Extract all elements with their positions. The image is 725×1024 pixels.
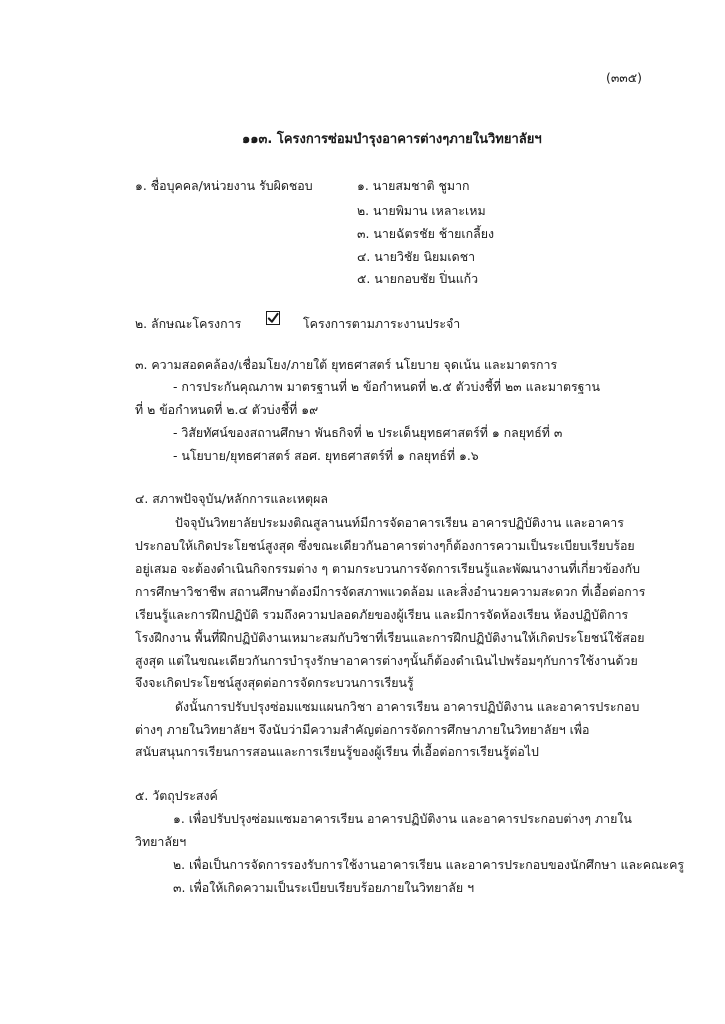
- person-item: ๕. นายกอบชัย ปิ่นแก้ว: [357, 271, 479, 286]
- objective-item: ๒. เพื่อเป็นการจัดการรองรับการใช้งานอาคารเรียน และอาคารประกอบของนักศึกษา และคณะครู: [173, 857, 685, 872]
- section5-heading: ๕. วัตถุประสงค์: [135, 788, 218, 803]
- page-number: (๓๓๕): [606, 70, 642, 85]
- person-item: ๓. นายฉัตรชัย ช้ายเกลี้ยง: [357, 226, 495, 241]
- alignment-item-quality: - การประกันคุณภาพ มาตรฐานที่ ๒ ข้อกำหนดที่ ๒.๕ ตัวบ่งชี้ที่ ๒๓ และมาตรฐาน: [173, 379, 600, 394]
- paragraph-line: การศึกษาวิชาชีพ สถานศึกษาต้องมีการจัดสภาพแวดล้อม และสิ่งอำนวยความสะดวก ที่เอื้อต่อการ: [135, 584, 646, 599]
- paragraph-line: ดังนั้นการปรับปรุงซ่อมแซมแผนกวิชา อาคารเรียน อาคารปฏิบัติงาน และอาคารประกอบ: [175, 699, 640, 714]
- checkbox-checked-icon: [266, 311, 280, 325]
- objective-item: ๑. เพื่อปรับปรุงซ่อมแซมอาคารเรียน อาคารปฏิบัติงาน และอาคารประกอบต่างๆ ภายใน: [173, 811, 632, 826]
- section3-heading: ๓. ความสอดคล้อง/เชื่อมโยง/ภายใต้ ยุทธศาสตร์ นโยบาย จุดเน้น และมาตรการ: [135, 357, 558, 372]
- section2-label: ๒. ลักษณะโครงการ: [135, 316, 242, 331]
- paragraph-line: สูงสุด แต่ในขณะเดียวกันการบำรุงรักษาอาคารต่างๆนั้นก็ต้องดำเนินไปพร้อมๆกับการใช้งานด้วย: [135, 653, 638, 668]
- person-item: ๔. นายวิชัย นิยมเดชา: [357, 249, 476, 264]
- person-item: ๒. นายพิมาน เหลาะเหม: [357, 203, 486, 218]
- project-type-option: โครงการตามภาระงานประจำ: [303, 316, 461, 331]
- objective-item-cont: วิทยาลัยฯ: [135, 834, 187, 849]
- section1-label: ๑. ชื่อบุคคล/หน่วยงาน รับผิดชอบ: [135, 178, 313, 193]
- paragraph-line: ประกอบให้เกิดประโยชน์สูงสุด ซึ่งขณะเดียวกันอาคารต่างๆก็ต้องการความเป็นระเบียบเรียบร้อย: [135, 538, 635, 553]
- paragraph-line: ต่างๆ ภายในวิทยาลัยฯ จึงนับว่ามีความสำคัญต่อการจัดการศึกษาภายในวิทยาลัยฯ เพื่อ: [135, 722, 590, 737]
- person-item: ๑. นายสมชาติ ชูมาก: [357, 178, 470, 193]
- alignment-item-vision: - วิสัยทัศน์ของสถานศึกษา พันธกิจที่ ๒ ประเด็นยุทธศาสตร์ที่ ๑ กลยุทธ์ที่ ๓: [173, 425, 563, 440]
- paragraph-line: จึงจะเกิดประโยชน์สูงสุดต่อการจัดกระบวนการเรียนรู้: [135, 675, 414, 690]
- section4-heading: ๔. สภาพปัจจุบัน/หลักการและเหตุผล: [135, 491, 328, 506]
- objective-item: ๓. เพื่อให้เกิดความเป็นระเบียบเรียบร้อยภายในวิทยาลัย ฯ: [173, 880, 475, 895]
- paragraph-line: อยู่เสมอ จะต้องดำเนินกิจกรรมต่าง ๆ ตามกระบวนการจัดการเรียนรู้และพัฒนางานที่เกี่ยวข้องกับ: [135, 561, 641, 576]
- alignment-item-quality-cont: ที่ ๒ ข้อกำหนดที่ ๒.๔ ตัวบ่งชี้ที่ ๑๙: [135, 402, 319, 417]
- project-title: ๑๑๓. โครงการซ่อมบำรุงอาคารต่างๆภายในวิทยาลัยฯ: [242, 132, 542, 147]
- paragraph-line: ปัจจุบันวิทยาลัยประมงติณสูลานนท์มีการจัดอาคารเรียน อาคารปฏิบัติงาน และอาคาร: [175, 515, 624, 530]
- paragraph-line: โรงฝึกงาน พื้นที่ฝึกปฏิบัติงานเหมาะสมกับวิชาที่เรียนและการฝึกปฏิบัติงานให้เกิดประโยชน์ใช้สอย: [135, 630, 645, 645]
- paragraph-line: เรียนรู้และการฝึกปฏิบัติ รวมถึงความปลอดภัยของผู้เรียน และมีการจัดห้องเรียน ห้องปฏิบัติการ: [135, 607, 629, 622]
- alignment-item-policy: - นโยบาย/ยุทธศาสตร์ สอศ. ยุทธศาสตร์ที่ ๑ กลยุทธ์ที่ ๑.๖: [173, 448, 479, 463]
- paragraph-line: สนับสนุนการเรียนการสอนและการเรียนรู้ของผู้เรียน ที่เอื้อต่อการเรียนรู้ต่อไป: [135, 744, 539, 759]
